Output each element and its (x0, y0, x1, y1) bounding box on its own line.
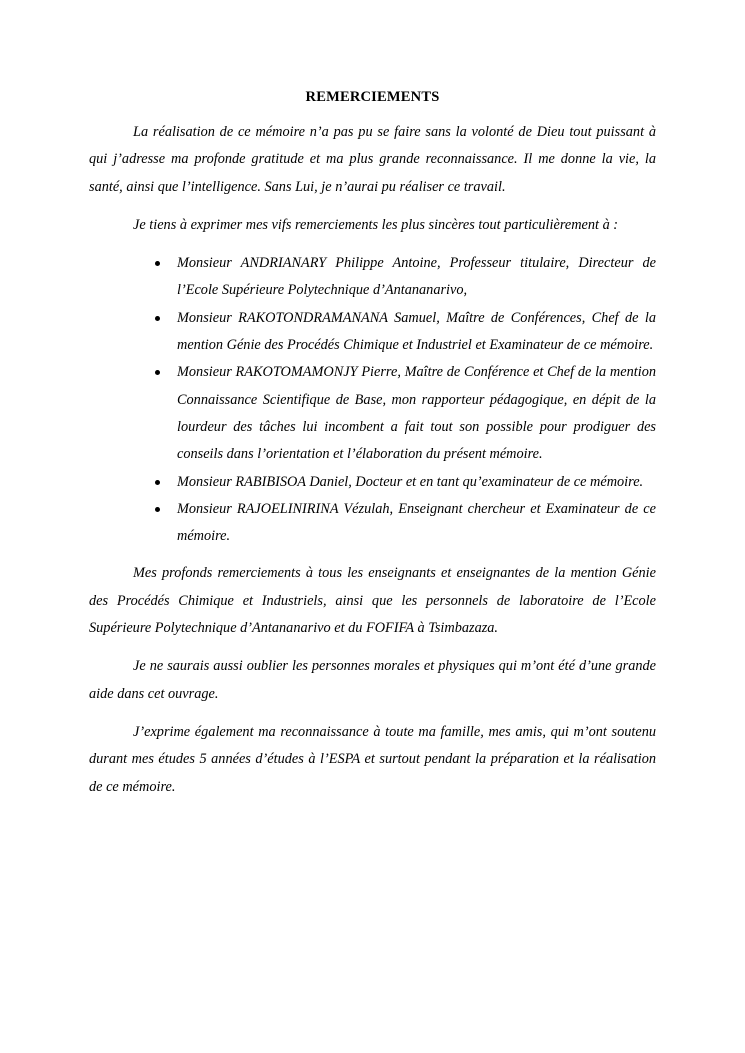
bullet-icon (155, 261, 160, 266)
bullet-icon (155, 316, 160, 321)
list-item-text: Monsieur ANDRIANARY Philippe Antoine, Professeur titulaire, Directeur de l’Ecole Supérieure Polytechnique d’Antananarivo, (177, 255, 656, 299)
bullet-icon (155, 507, 160, 512)
paragraph-teachers: Mes profonds remerciements à tous les enseignants et enseignantes de la mention Génie des Procédés Chimique et Industriels, ainsi que les personnels de laboratoire de l’Ecole Supérieure Polytechnique d’Antananarivo et du FOFIFA à Tsimbazaza. (89, 565, 656, 637)
paragraph-family: J’exprime également ma reconnaissance à toute ma famille, mes amis, qui m’ont soutenu durant mes études 5 années d’études à l’ESPA et surtout pendant la préparation et la réalisation de ce mémoire. (89, 723, 656, 795)
document-page (89, 87, 656, 812)
list-item (89, 469, 656, 496)
page-title: REMERCIEMENTS (305, 89, 440, 105)
list-item-text: Monsieur RAJOELINIRINA Vézulah, Enseignant chercheur et Examinateur de ce mémoire. (177, 500, 656, 545)
paragraph-intro: La réalisation de ce mémoire n’a pas pu se faire sans la volonté de Dieu tout puissant à qui j’adresse ma profonde gratitude et ma plus grande reconnaissance. Il me donne la vie, la santé, ainsi que l’intelligence. Sans Lui, je n’aurai pu réaliser ce travail. (89, 124, 656, 195)
bullet-icon (155, 480, 160, 485)
list-item (89, 359, 656, 468)
list-item-text: Monsieur RABIBISOA Daniel, Docteur et en tant qu’examinateur de ce mémoire. (177, 473, 644, 490)
list-item (89, 305, 656, 360)
list-item (89, 250, 656, 305)
list-item (89, 496, 656, 551)
paragraph-thanks-lead: Je tiens à exprimer mes vifs remerciements les plus sincères tout particulièrement à : (133, 216, 619, 233)
paragraph-others: Je ne saurais aussi oublier les personnes morales et physiques qui m’ont été d’une grande aide dans cet ouvrage. (89, 658, 656, 702)
list-item-text: Monsieur RAKOTOMAMONJY Pierre, Maître de Conférence et Chef de la mention Connaissance Scientifique de Base, mon rapporteur pédagogique, en dépit de la lourdeur des tâches lui incombent a fait tout son possible pour prodiguer des conseils dans l’orientation et l’élaboration du présent mémoire. (177, 364, 656, 463)
list-item-text: Monsieur RAKOTONDRAMANANA Samuel, Maître de Conférences, Chef de la mention Génie des Procédés Chimique et Industriel et Examinateur de ce mémoire. (177, 309, 656, 354)
acknowledgement-list (89, 250, 656, 550)
bullet-icon (155, 370, 160, 375)
